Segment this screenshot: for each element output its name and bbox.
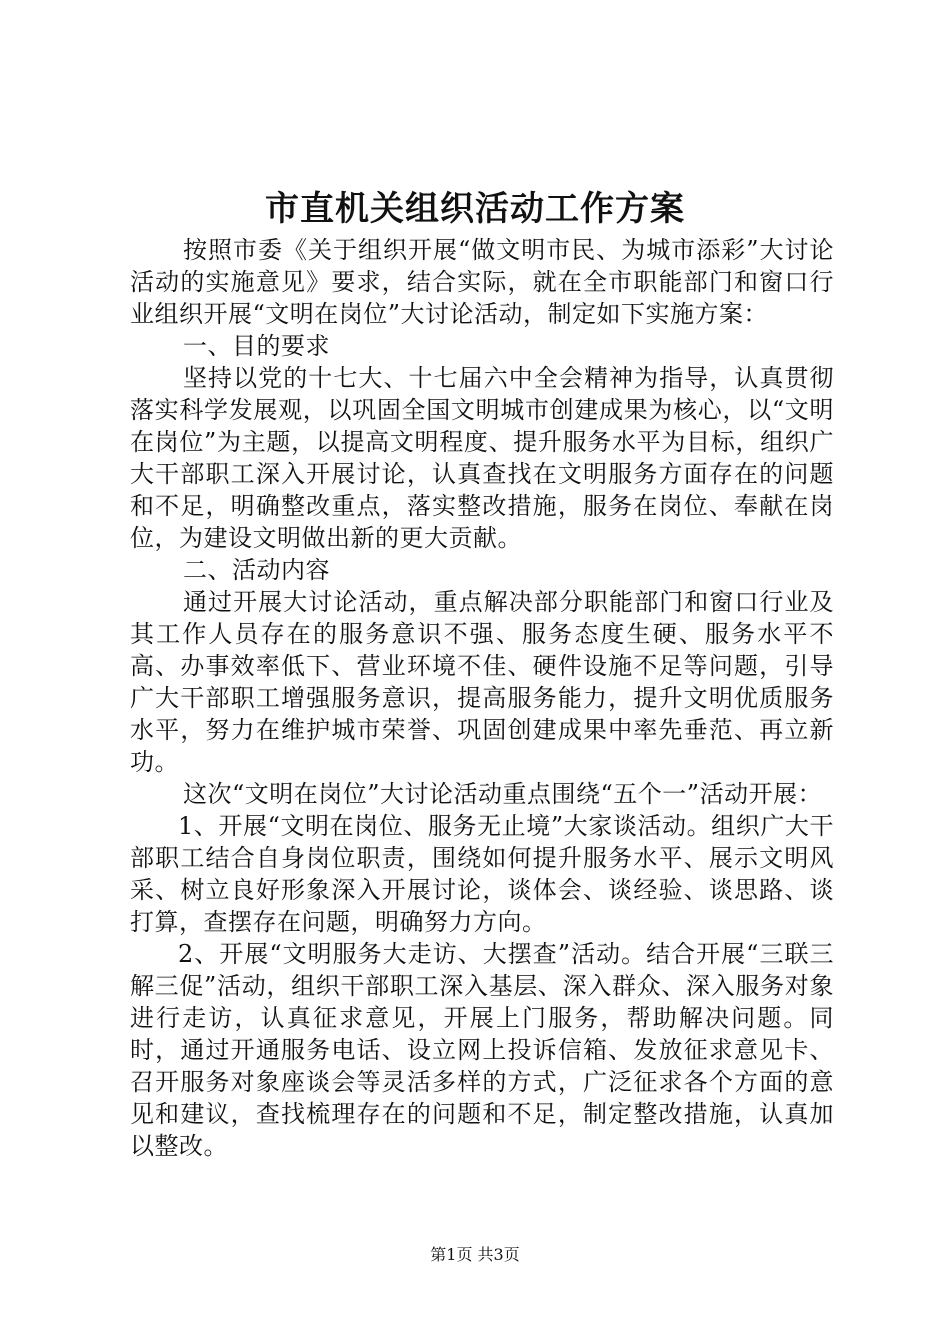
five-ones-paragraph: 这次“文明在岗位”大讨论活动重点围绕“五个一”活动开展： [183,780,823,808]
page-footer: 第1页 共3页 [430,1245,520,1264]
document-body [130,234,834,1162]
section-heading-objectives: 一、目的要求 [183,332,330,360]
item-1-paragraph: 1、开展“文明在岗位、服务无止境”大家谈活动。组织广大干部职工结合自身岗位职责，围绕如何提升服务水平、展示文明风采、树立良好形象深入开展讨论，谈体会、谈经验、谈思路、谈打算，查摆存在问题，明确努力方向。 [130,812,834,936]
document-title: 市直机关组织活动工作方案 [265,189,685,229]
section-heading-content: 二、活动内容 [183,556,330,584]
content-paragraph: 通过开展大讨论活动，重点解决部分职能部门和窗口行业及其工作人员存在的服务意识不强、服务态度生硬、服务水平不高、办事效率低下、营业环境不佳、硬件设施不足等问题，引导广大干部职工增强服务意识，提高服务能力，提升文明优质服务水平，努力在维护城市荣誉、巩固创建成果中率先垂范、再立新功。 [130,588,834,776]
intro-paragraph: 按照市委《关于组织开展“做文明市民、为城市添彩”大讨论活动的实施意见》要求，结合实际，就在全市职能部门和窗口行业组织开展“文明在岗位”大讨论活动，制定如下实施方案： [130,236,834,328]
objectives-paragraph: 坚持以党的十七大、十七届六中全会精神为指导，认真贯彻落实科学发展观，以巩固全国文明城市创建成果为核心，以“文明在岗位”为主题，以提高文明程度、提升服务水平为目标，组织广大干部职工深入开展讨论，认真查找在文明服务方面存在的问题和不足，明确整改重点，落实整改措施，服务在岗位、奉献在岗位，为建设文明做出新的更大贡献。 [130,364,834,552]
item-2-paragraph: 2、开展“文明服务大走访、大摆查”活动。结合开展“三联三解三促”活动，组织干部职工深入基层、深入群众、深入服务对象进行走访，认真征求意见，开展上门服务，帮助解决问题。同时，通过开通服务电话、设立网上投诉信箱、发放征求意见卡、召开服务对象座谈会等灵活多样的方式，广泛征求各个方面的意见和建议，查找梳理存在的问题和不足，制定整改措施，认真加以整改。 [130,940,834,1160]
